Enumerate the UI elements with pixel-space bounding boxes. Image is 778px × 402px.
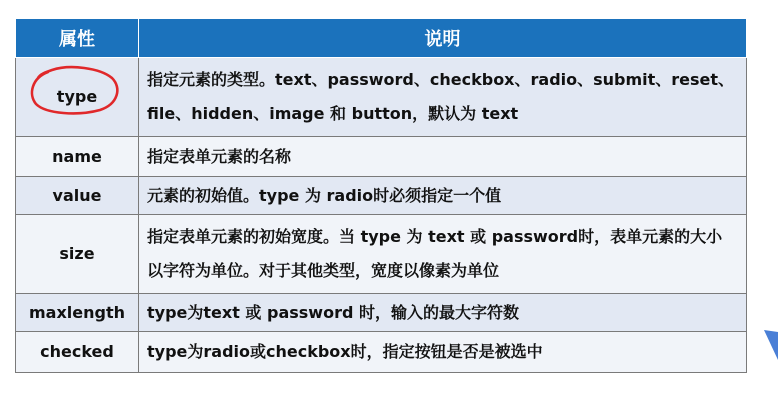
attribute-table xyxy=(15,18,747,373)
header-attribute: 属性 xyxy=(16,19,139,58)
table-header-row xyxy=(16,19,747,58)
table-row xyxy=(16,58,747,137)
desc-cell: 指定元素的类型。text、password、checkbox、radio、submit、reset、file、hidden、image 和 button，默认为 text xyxy=(139,58,747,137)
attr-cell: size xyxy=(16,215,139,294)
header-description: 说明 xyxy=(139,19,747,58)
table-row xyxy=(16,177,747,215)
desc-cell: type为radio或checkbox时，指定按钮是否是被选中 xyxy=(139,332,747,373)
corner-triangle-shape xyxy=(764,330,778,360)
attr-cell: value xyxy=(16,177,139,215)
desc-cell: 元素的初始值。type 为 radio时必须指定一个值 xyxy=(139,177,747,215)
desc-cell: 指定表单元素的初始宽度。当 type 为 text 或 password时，表单元素的大小以字符为单位。对于其他类型，宽度以像素为单位 xyxy=(139,215,747,294)
attr-cell: type xyxy=(16,58,139,137)
attr-cell: maxlength xyxy=(16,294,139,332)
table-row xyxy=(16,332,747,373)
table-row xyxy=(16,294,747,332)
table-row xyxy=(16,215,747,294)
attr-cell: name xyxy=(16,137,139,177)
desc-cell: 指定表单元素的名称 xyxy=(139,137,747,177)
table-row xyxy=(16,137,747,177)
attr-cell: checked xyxy=(16,332,139,373)
desc-cell: type为text 或 password 时，输入的最大字符数 xyxy=(139,294,747,332)
